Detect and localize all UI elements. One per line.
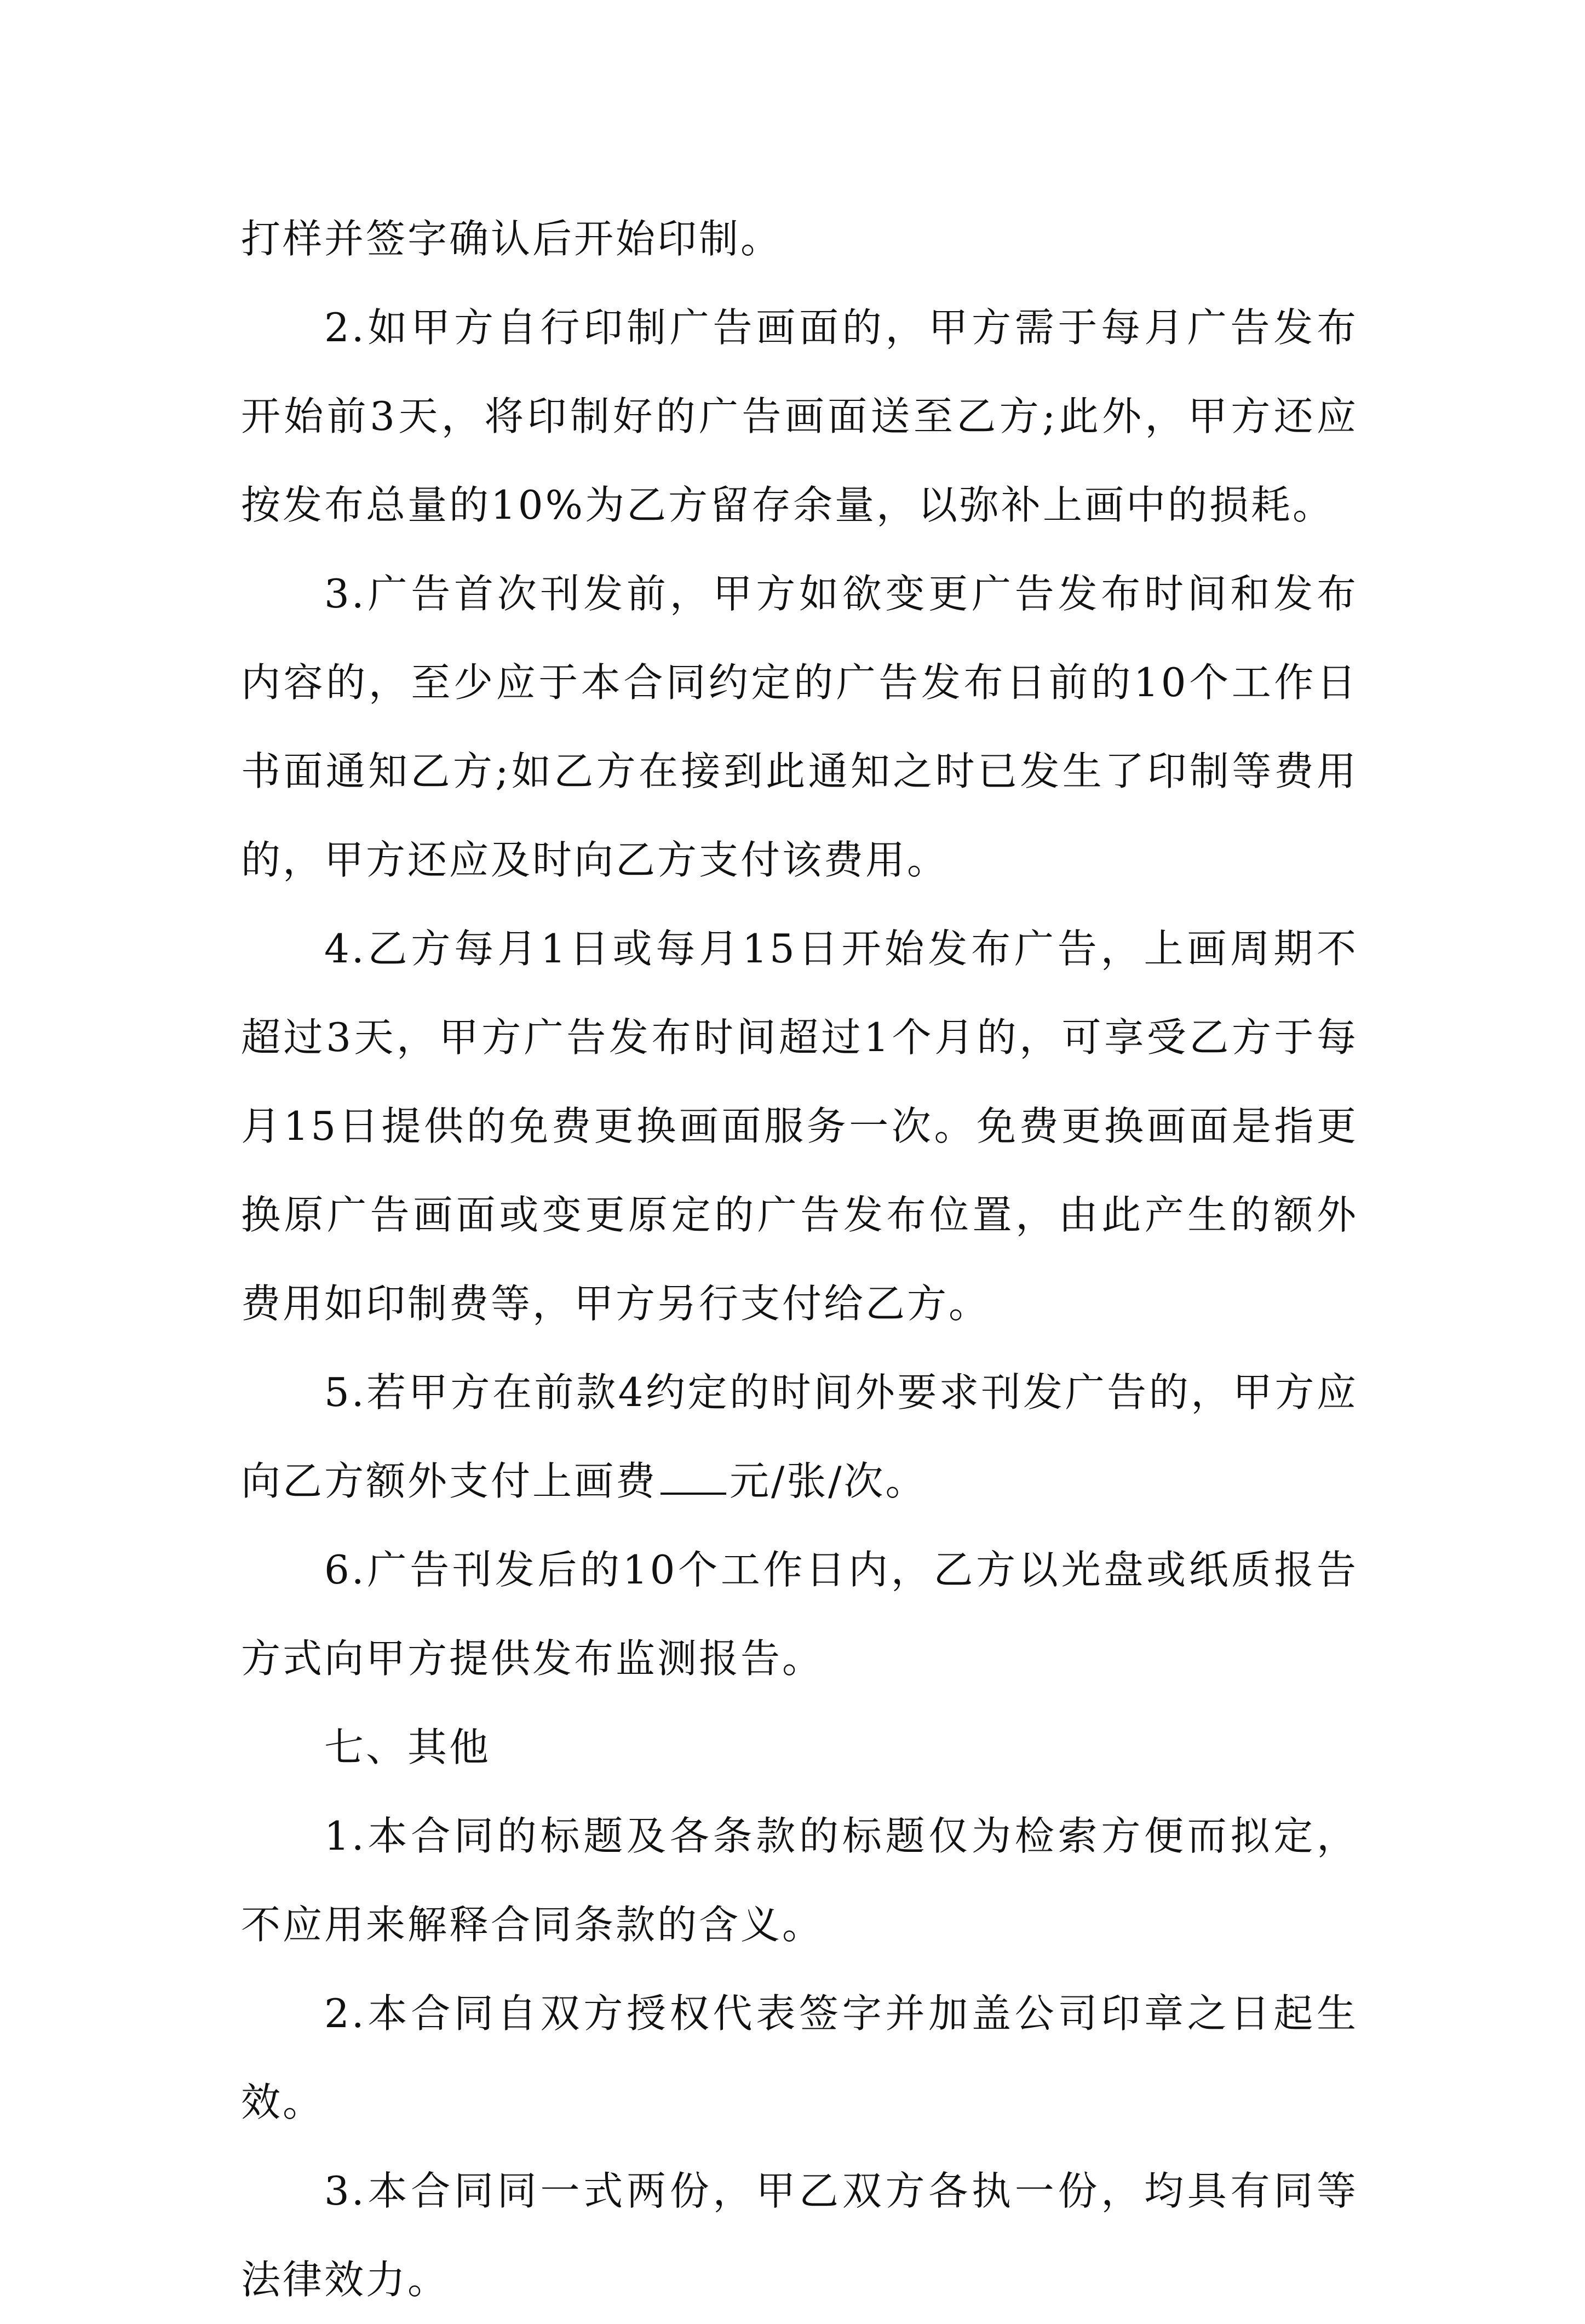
- clause-5-text-before: 5.若甲方在前款4约定的时间外要求刊发广告的，甲方应向乙方额外支付上画费: [241, 1369, 1358, 1504]
- paragraph-other-2: 2.本合同自双方授权代表签字并加盖公司印章之日起生效。: [241, 1990, 1358, 2125]
- paragraph-other-1: 1.本合同的标题及各条款的标题仅为检索方便而拟定，不应用来解释合同条款的含义。: [241, 1813, 1358, 1948]
- paragraph-clause-5: [241, 1348, 1358, 1525]
- paragraph-clause-3: 3.广告首次刊发前，甲方如欲变更广告发布时间和发布内容的，至少应于本合同约定的广告发布日前的10个工作日书面通知乙方;如乙方在接到此通知之时已发生了印制等费用的，甲方还应及时向乙方支付该费用。: [241, 571, 1358, 883]
- paragraph-clause-2: 2.如甲方自行印制广告画面的，甲方需于每月广告发布开始前3天，将印制好的广告画面送至乙方;此外，甲方还应按发布总量的10%为乙方留存余量，以弥补上画中的损耗。: [241, 305, 1358, 528]
- paragraph-clause-4: 4.乙方每月1日或每月15日开始发布广告，上画周期不超过3天，甲方广告发布时间超过1个月的，可享受乙方于每月15日提供的免费更换画面服务一次。免费更换画面是指更换原广告画面或变更原定的广告发布位置，由此产生的额外费用如印制费等，甲方另行支付给乙方。: [241, 926, 1358, 1327]
- clause-5-text-after: 元/张/次。: [730, 1458, 927, 1504]
- paragraph-continuation: 打样并签字确认后开始印制。: [241, 216, 783, 262]
- paragraph-clause-6: 6.广告刊发后的10个工作日内，乙方以光盘或纸质报告方式向甲方提供发布监测报告。: [241, 1547, 1358, 1682]
- document-body: [241, 194, 1358, 2324]
- section-heading-other: 七、其他: [324, 1724, 491, 1770]
- fee-blank-field: [661, 1461, 726, 1495]
- paragraph-other-3: 3.本合同同一式两份，甲乙双方各执一份，均具有同等法律效力。: [241, 2168, 1358, 2303]
